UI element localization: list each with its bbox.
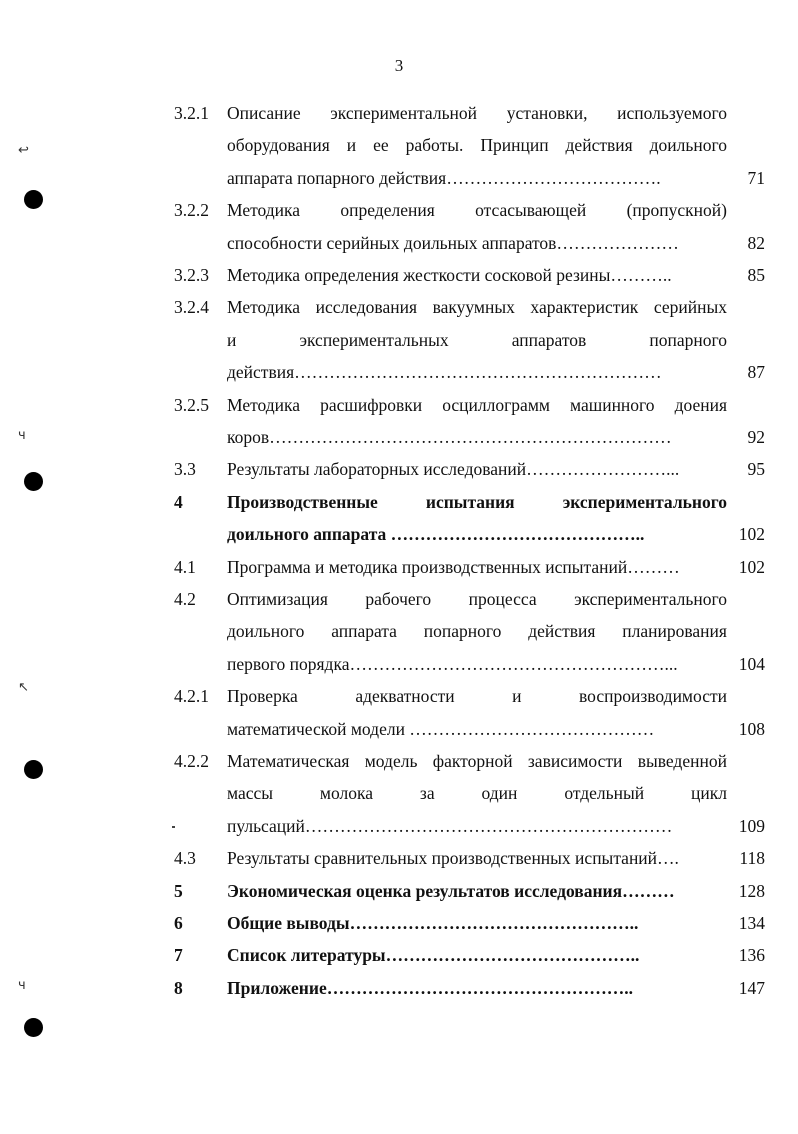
toc-word: аппаратов (511, 330, 587, 350)
toc-entry-title[interactable]: Методика определения жесткости сосковой резины……….. (227, 265, 672, 285)
toc-entry-text-line (227, 389, 727, 421)
margin-mark: ч (18, 978, 26, 993)
toc-entry-title[interactable]: способности серийных доильных аппаратов………………… (227, 233, 679, 253)
toc-entry-title[interactable]: Общие выводы………………………………………….. (227, 913, 639, 933)
toc-word: Производственные (227, 492, 378, 512)
toc-entry-title[interactable]: математической модели …………………………………… (227, 719, 655, 739)
toc-word: расшифровки (320, 395, 423, 415)
toc-word: факторной (432, 751, 513, 771)
toc-word: Описание (227, 103, 301, 123)
toc-entry-page: 108 (738, 719, 765, 739)
toc-word: и (227, 330, 237, 350)
toc-word: попарного (423, 621, 502, 641)
toc-word: Методика (227, 200, 301, 220)
toc-entry-number: 6 (174, 913, 183, 933)
punch-hole (24, 472, 43, 491)
toc-word: экспериментальной (330, 103, 478, 123)
toc-word: попарного (649, 330, 727, 350)
toc-entry-number: 5 (174, 881, 183, 901)
toc-word: Принцип (480, 135, 549, 155)
toc-entry-number: 3.2.3 (174, 265, 209, 285)
toc-entry-title[interactable]: Результаты сравнительных производственных испытаний…. (227, 848, 679, 868)
toc-entry-text-line (227, 680, 727, 712)
toc-word: действия (565, 135, 633, 155)
toc-word: отдельный (564, 783, 645, 803)
toc-word: выведенной (637, 751, 727, 771)
toc-entry-number: 4.1 (174, 557, 196, 577)
toc-entry-title[interactable]: аппарата попарного действия………………………………. (227, 168, 661, 188)
scan-speck (172, 826, 175, 828)
toc-entry-number: 3.2.1 (174, 103, 209, 123)
toc-word: действия (528, 621, 596, 641)
toc-entry-number: 8 (174, 978, 183, 998)
margin-mark: ↖ (18, 680, 29, 695)
margin-mark: ч (18, 428, 26, 443)
toc-word: адекватности (355, 686, 455, 706)
toc-entry-page: 147 (738, 978, 765, 998)
toc-word: Методика (227, 395, 301, 415)
toc-word: за (419, 783, 435, 803)
toc-word: один (481, 783, 518, 803)
toc-word: установки, (506, 103, 588, 123)
toc-entry-text-line (227, 97, 727, 129)
toc-word: используемого (617, 103, 727, 123)
toc-entry-text-line (227, 777, 727, 809)
toc-entry-page: 118 (739, 848, 765, 868)
toc-entry-text-line (227, 291, 727, 323)
toc-entry-number: 3.2.4 (174, 297, 209, 317)
toc-word: (пропускной) (626, 200, 727, 220)
toc-entry-number: 4.2.1 (174, 686, 209, 706)
toc-entry-text-line (227, 486, 727, 518)
toc-entry-page: 85 (747, 265, 765, 285)
toc-entry-number: 3.2.2 (174, 200, 209, 220)
toc-word: воспроизводимости (579, 686, 727, 706)
toc-entry-text-line (227, 615, 727, 647)
toc-entry-page: 104 (738, 654, 765, 674)
toc-word: серийных (653, 297, 727, 317)
toc-entry-page: 82 (747, 233, 765, 253)
toc-word: и (346, 135, 357, 155)
toc-word: планирования (622, 621, 727, 641)
toc-word: массы (227, 783, 274, 803)
toc-word: ее (373, 135, 389, 155)
toc-entry-title[interactable]: пульсаций……………………………………………………… (227, 816, 673, 836)
toc-word: Оптимизация (227, 589, 328, 609)
toc-word: характеристик (530, 297, 639, 317)
toc-word: экспериментального (562, 492, 727, 512)
toc-entry-number: 7 (174, 945, 183, 965)
toc-word: Проверка (227, 686, 298, 706)
toc-entry-title[interactable]: доильного аппарата …………………………………….. (227, 524, 645, 544)
toc-entry-page: 102 (738, 557, 765, 577)
toc-word: процесса (468, 589, 537, 609)
toc-word: экспериментального (574, 589, 727, 609)
toc-entry-number: 3.2.5 (174, 395, 209, 415)
toc-word: отсасывающей (475, 200, 587, 220)
punch-hole (24, 760, 43, 779)
page-number: 3 (394, 56, 404, 75)
toc-entry-text-line (227, 583, 727, 615)
toc-word: доильного (649, 135, 727, 155)
toc-entry-number: 4.2.2 (174, 751, 209, 771)
toc-entry-page: 134 (738, 913, 765, 933)
toc-word: доильного (227, 621, 305, 641)
toc-entry-title[interactable]: Программа и методика производственных испытаний……… (227, 557, 680, 577)
toc-entry-title[interactable]: коров…………………………………………………………… (227, 427, 672, 447)
toc-word: цикл (691, 783, 727, 803)
toc-word: аппарата (331, 621, 397, 641)
toc-word: испытания (425, 492, 515, 512)
toc-word: и (512, 686, 522, 706)
toc-entry-page: 128 (738, 881, 765, 901)
toc-word: осциллограмм (442, 395, 550, 415)
margin-mark: ↩ (18, 143, 29, 158)
toc-entry-title[interactable]: Список литературы…………………………………….. (227, 945, 640, 965)
toc-word: рабочего (365, 589, 432, 609)
toc-entry-page: 92 (747, 427, 765, 447)
toc-word: определения (340, 200, 435, 220)
toc-entry-page: 71 (747, 168, 765, 188)
toc-entry-title[interactable]: Результаты лабораторных исследований……………………... (227, 459, 680, 479)
toc-word: оборудования (227, 135, 330, 155)
toc-word: вакуумных (432, 297, 515, 317)
toc-entry-title[interactable]: первого порядка………………………………………………... (227, 654, 678, 674)
toc-entry-title[interactable]: Экономическая оценка результатов исследования……… (227, 881, 675, 901)
toc-entry-number: 3.3 (174, 459, 196, 479)
toc-entry-text-line (227, 129, 727, 161)
toc-entry-text-line (227, 324, 727, 356)
toc-word: доения (674, 395, 727, 415)
toc-entry-text-line (227, 194, 727, 226)
toc-entry-page: 87 (747, 362, 765, 382)
toc-entry-page: 109 (738, 816, 765, 836)
toc-entry-page: 95 (747, 459, 765, 479)
toc-word: Методика (227, 297, 301, 317)
punch-hole (24, 190, 43, 209)
toc-word: зависимости (527, 751, 623, 771)
toc-word: машинного (570, 395, 655, 415)
toc-entry-title[interactable]: действия……………………………………………………… (227, 362, 662, 382)
toc-entry-number: 4.3 (174, 848, 196, 868)
toc-entry-page: 136 (738, 945, 765, 965)
toc-word: экспериментальных (299, 330, 449, 350)
toc-word: исследования (315, 297, 418, 317)
toc-entry-number: 4.2 (174, 589, 196, 609)
toc-word: Математическая (227, 751, 350, 771)
toc-word: работы. (405, 135, 464, 155)
toc-entry-title[interactable]: Приложение…………………………………………….. (227, 978, 633, 998)
toc-word: молока (319, 783, 374, 803)
toc-entry-text-line (227, 745, 727, 777)
toc-entry-number: 4 (174, 492, 183, 512)
punch-hole (24, 1018, 43, 1037)
toc-word: модель (364, 751, 418, 771)
toc-entry-page: 102 (738, 524, 765, 544)
